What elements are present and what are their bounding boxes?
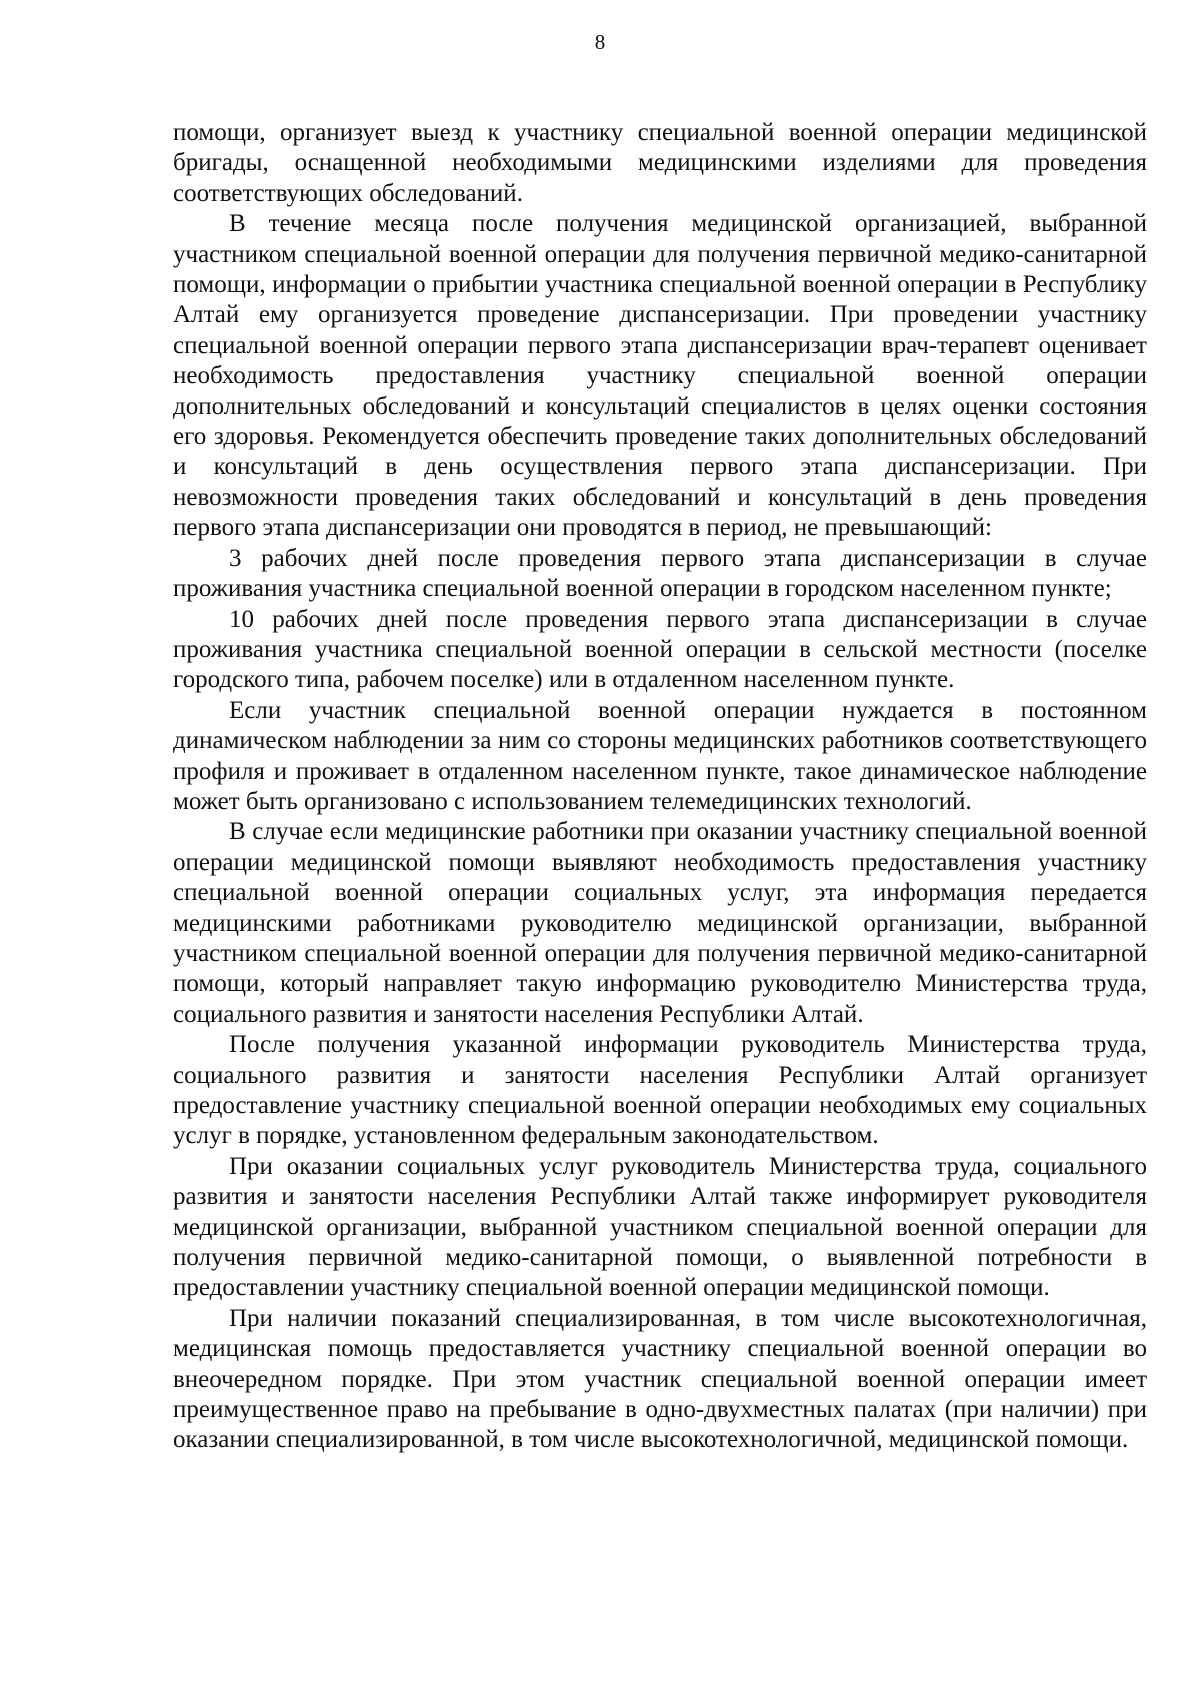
paragraph-5: Если участник специальной военной операции нуждается в постоянном динамическом наблюдении за ним со стороны медицинских работников соответствующего профиля и проживает в отдаленном населенном пункте, такое динамическое наблюдение может быть организовано с использованием телемедицинских технологий. xyxy=(173,696,1147,815)
paragraph-3: 3 рабочих дней после проведения первого этапа диспансеризации в случае проживания участника специальной военной операции в городском населенном пункте; xyxy=(173,544,1147,603)
paragraph-7: После получения указанной информации руководитель Министерства труда, социального развития и занятости населения Республики Алтай организует предоставление участнику специальной военной операции необходимых ему социальных услуг в порядке, установленном федеральным законодательством. xyxy=(173,1031,1147,1150)
paragraph-4: 10 рабочих дней после проведения первого этапа диспансеризации в случае проживания участника специальной военной операции в сельской местности (поселке городского типа, рабочем поселке) или в отдаленном населенном пункте. xyxy=(173,605,1147,694)
paragraph-8: При оказании социальных услуг руководитель Министерства труда, социального развития и занятости населения Республики Алтай также информирует руководителя медицинской организации, выбранной участником специальной военной операции для получения первичной медико-санитарной помощи, о выявленной потребности в предоставлении участнику специальной военной операции медицинской помощи. xyxy=(173,1152,1147,1302)
document-body xyxy=(173,118,1147,1456)
paragraph-6: В случае если медицинские работники при оказании участнику специальной военной операции медицинской помощи выявляют необходимость предоставления участнику специальной военной операции социальных услуг, эта информация передается медицинскими работниками руководителю медицинской организации, выбранной участником специальной военной операции для получения первичной медико-санитарной помощи, который направляет такую информацию руководителю Министерства труда, социального развития и занятости населения Республики Алтай. xyxy=(173,818,1147,1028)
paragraph-9: При наличии показаний специализированная, в том числе высокотехнологичная, медицинская помощь предоставляется участнику специальной военной операции во внеочередном порядке. При этом участник специальной военной операции имеет преимущественное право на пребывание в одно-двухместных палатах (при наличии) при оказании специализированной, в том числе высокотехнологичной, медицинской помощи. xyxy=(173,1304,1147,1454)
paragraph-2: В течение месяца после получения медицинской организацией, выбранной участником специальной военной операции для получения первичной медико-санитарной помощи, информации о прибытии участника специальной военной операции в Республику Алтай ему организуется проведение диспансеризации. При проведении участнику специальной военной операции первого этапа диспансеризации врач-терапевт оценивает необходимость предоставления участнику специальной военной операции дополнительных обследований и консультаций специалистов в целях оценки состояния его здоровья. Рекомендуется обеспечить проведение таких дополнительных обследований и консультаций в день осуществления первого этапа диспансеризации. При невозможности проведения таких обследований и консультаций в день проведения первого этапа диспансеризации они проводятся в период, не превышающий: xyxy=(173,210,1147,542)
page-number: 8 xyxy=(594,30,606,54)
paragraph-1: помощи, организует выезд к участнику специальной военной операции медицинской бригады, оснащенной необходимыми медицинскими изделиями для проведения соответствующих обследований. xyxy=(173,119,1147,207)
